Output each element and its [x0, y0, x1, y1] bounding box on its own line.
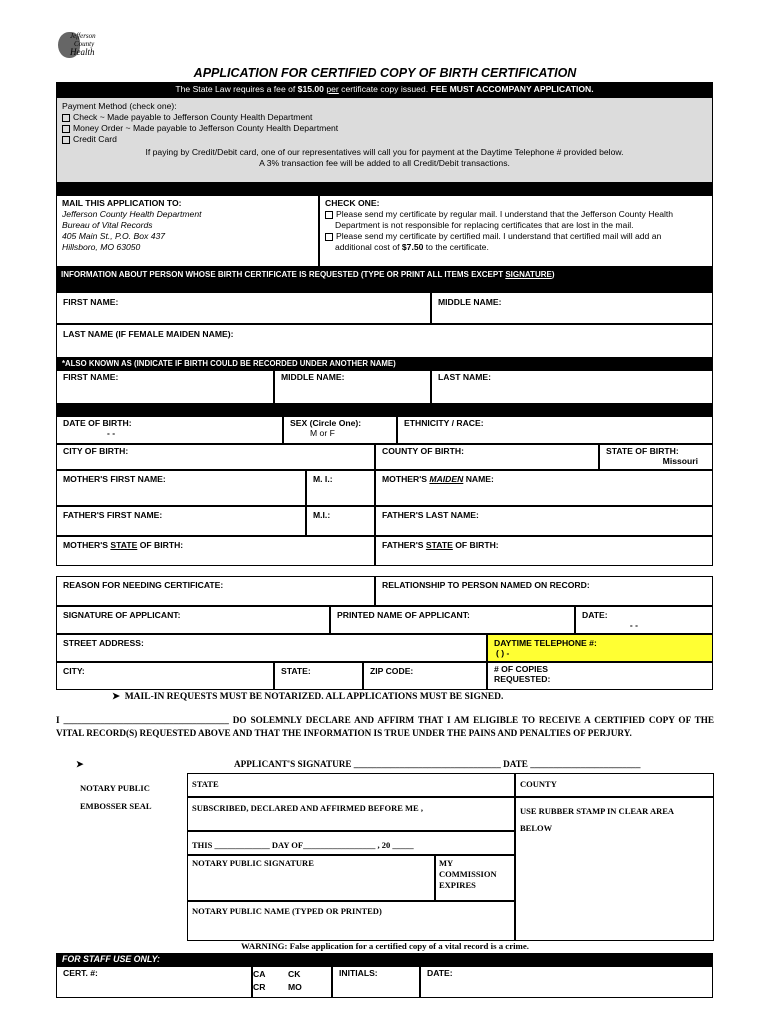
- code-ca[interactable]: CA: [253, 969, 266, 979]
- staff-date-field[interactable]: [420, 966, 713, 998]
- arrow-icon: ➤: [112, 692, 120, 702]
- mother-maiden-name-field[interactable]: [375, 470, 713, 506]
- stamp-instruction-2: BELOW: [520, 823, 553, 833]
- copies-label-2: REQUESTED:: [494, 674, 551, 684]
- city-field[interactable]: [56, 662, 274, 690]
- commission-my: MY: [439, 858, 454, 868]
- sex-label: SEX (Circle One):: [290, 418, 362, 428]
- notary-subscribed-label: SUBSCRIBED, DECLARED AND AFFIRMED BEFORE ME ,: [192, 803, 423, 813]
- arrow-icon-2: ➤: [76, 759, 84, 769]
- dob-field[interactable]: [56, 416, 283, 444]
- affirmation-text: I ____________________________________ DO SOLEMNLY DECLARE AND AFFIRM THAT I AM ELIGIBLE TO RECEIVE A CERTIFIED COPY OF THE VITAL RECORD(S) REQUESTED ABOVE AND THAT THE INFORMATION IS TRUE UNDER THE PAINS AND PENALTIES OF PERJURY.: [56, 715, 714, 738]
- printed-name-field[interactable]: [330, 606, 575, 634]
- notary-section: [56, 773, 714, 941]
- mother-mi-field[interactable]: [306, 470, 375, 506]
- father-mi-label: M.I.:: [313, 510, 331, 520]
- checkbox-certified-mail[interactable]: [325, 233, 333, 241]
- mother-first-name-field[interactable]: [56, 470, 306, 506]
- notary-name-cell[interactable]: [187, 901, 515, 941]
- mail-heading: MAIL THIS APPLICATION TO:: [62, 198, 182, 208]
- aka-first-label: FIRST NAME:: [63, 372, 119, 382]
- mail-line-1: Jefferson County Health Department: [62, 209, 202, 219]
- copies-field[interactable]: [487, 662, 713, 690]
- phone-label: DAYTIME TELEPHONE #:: [494, 638, 597, 648]
- info-bar-signature: SIGNATURE: [505, 270, 552, 279]
- fee-per: per: [326, 84, 339, 94]
- logo-line-3: Health: [70, 47, 95, 57]
- payment-opt-money-order: Money Order ~ Made payable to Jefferson County Health Department: [73, 123, 339, 133]
- last-name-field[interactable]: [56, 324, 713, 358]
- aka-last-name-field[interactable]: [431, 370, 713, 404]
- fee-text: The State Law requires a fee of: [175, 84, 298, 94]
- father-last-name-field[interactable]: [375, 506, 713, 536]
- payment-opt-check: Check ~ Made payable to Jefferson County Health Department: [73, 112, 313, 122]
- mother-state-u: STATE: [110, 540, 138, 550]
- aka-bar: [56, 358, 713, 370]
- aka-middle-name-field[interactable]: [274, 370, 431, 404]
- notary-date-label: THIS _____________ DAY OF_________________ , 20 _____: [192, 840, 414, 850]
- payment-note-2: A 3% transaction fee will be added to all Credit/Debit transactions.: [259, 158, 510, 168]
- sex-field[interactable]: [283, 416, 397, 444]
- code-mo[interactable]: MO: [288, 982, 302, 992]
- applicant-signature-line: [76, 759, 716, 770]
- zip-code-field[interactable]: [363, 662, 487, 690]
- code-ck[interactable]: CK: [288, 969, 301, 979]
- father-first-label: FATHER'S FIRST NAME:: [63, 510, 163, 520]
- state-of-birth-value: Missouri: [662, 456, 698, 466]
- city-of-birth-field[interactable]: [56, 444, 375, 470]
- city-of-birth-label: CITY OF BIRTH:: [63, 446, 129, 456]
- mother-state-pre: MOTHER'S: [63, 540, 111, 550]
- fee-amount: $15.00: [297, 84, 324, 94]
- logo-line-2: County: [74, 40, 95, 48]
- page-title: APPLICATION FOR CERTIFIED COPY OF BIRTH CERTIFICATION: [193, 66, 577, 80]
- initials-label: INITIALS:: [339, 968, 378, 978]
- notary-date-cell[interactable]: [187, 831, 515, 855]
- street-address-field[interactable]: [56, 634, 487, 662]
- mother-maiden-u: MAIDEN: [429, 474, 464, 484]
- cert-number-label: CERT. #:: [63, 968, 98, 978]
- notary-seal-2: EMBOSSER SEAL: [80, 801, 152, 811]
- mother-state-post: OF BIRTH:: [137, 540, 184, 550]
- staff-use-bar: [56, 953, 713, 966]
- regular-mail-text: Please send my certificate by regular mail. I understand that the Jefferson County Health: [336, 209, 674, 219]
- divider-bar: [56, 183, 713, 195]
- city-label: CITY:: [63, 666, 85, 676]
- aka-last-label: LAST NAME:: [438, 372, 491, 382]
- daytime-phone-field[interactable]: [487, 634, 713, 662]
- father-mi-field[interactable]: [306, 506, 375, 536]
- father-state-of-birth-field[interactable]: [375, 536, 713, 566]
- notary-name-label: NOTARY PUBLIC NAME (TYPED OR PRINTED): [192, 906, 382, 916]
- notary-state-label: STATE: [192, 779, 219, 789]
- payment-heading: Payment Method (check one):: [62, 101, 177, 111]
- mail-line-3: 405 Main St., P.O. Box 437: [62, 231, 166, 241]
- applicant-signature-field[interactable]: [56, 606, 330, 634]
- relationship-label: RELATIONSHIP TO PERSON NAMED ON RECORD:: [382, 580, 590, 590]
- ethnicity-label: ETHNICITY / RACE:: [404, 418, 484, 428]
- street-label: STREET ADDRESS:: [63, 638, 144, 648]
- commission-expires: EXPIRES: [439, 880, 476, 890]
- aka-first-name-field[interactable]: [56, 370, 274, 404]
- certified-cost: $7.50: [401, 242, 424, 252]
- certified-cost-pre: additional cost of: [335, 242, 402, 252]
- mail-to-section: [56, 195, 319, 267]
- date-field[interactable]: [575, 606, 713, 634]
- phone-format: ( ) -: [496, 648, 510, 658]
- mother-first-label: MOTHER'S FIRST NAME:: [63, 474, 166, 484]
- checkbox-regular-mail[interactable]: [325, 211, 333, 219]
- fee-bar: [56, 82, 713, 97]
- sex-options: M or F: [310, 428, 335, 438]
- dob-separators: - -: [107, 428, 116, 438]
- state-of-birth-field: [599, 444, 713, 470]
- staff-codes-cell: [252, 966, 332, 998]
- check-one-section: [319, 195, 713, 267]
- certified-cost-post: to the certificate.: [423, 242, 489, 252]
- first-name-label: FIRST NAME:: [63, 297, 119, 307]
- date-separators: - -: [629, 620, 638, 630]
- notary-subscribed-cell: [187, 797, 515, 831]
- code-cr[interactable]: CR: [253, 982, 266, 992]
- state-field[interactable]: [274, 662, 363, 690]
- staff-date-label: DATE:: [427, 968, 453, 978]
- state-label: STATE:: [281, 666, 311, 676]
- divider-bar-2: [56, 404, 713, 416]
- middle-name-field[interactable]: [431, 292, 713, 324]
- notice-text: MAIL-IN REQUESTS MUST BE NOTARIZED. ALL APPLICATIONS MUST BE SIGNED.: [124, 692, 504, 702]
- middle-name-label: MIDDLE NAME:: [438, 297, 502, 307]
- check-heading: CHECK ONE:: [325, 198, 380, 208]
- notary-seal-1: NOTARY PUBLIC: [80, 783, 150, 793]
- checkbox-credit-card[interactable]: [62, 136, 70, 144]
- copies-label-1: # OF COPIES: [494, 664, 548, 674]
- info-bar-close: ): [551, 270, 555, 279]
- mother-maiden-post: NAME:: [463, 474, 494, 484]
- applicant-signature-label: SIGNATURE OF APPLICANT:: [63, 610, 181, 620]
- aka-middle-label: MIDDLE NAME:: [281, 372, 345, 382]
- payment-section: [56, 97, 713, 183]
- staff-use-label: FOR STAFF USE ONLY:: [62, 954, 160, 964]
- commission-label: COMMISSION: [439, 869, 497, 879]
- last-name-label: LAST NAME (IF FEMALE MAIDEN NAME):: [63, 329, 234, 339]
- reason-field[interactable]: [56, 576, 375, 606]
- mail-line-2: Bureau of Vital Records: [62, 220, 153, 230]
- initials-field[interactable]: [332, 966, 420, 998]
- cert-number-field[interactable]: [56, 966, 252, 998]
- mail-line-4: Hillsboro, MO 63050: [62, 242, 141, 252]
- notary-county-cell[interactable]: [515, 773, 714, 797]
- notary-county-label: COUNTY: [520, 779, 557, 789]
- father-state-post: OF BIRTH:: [452, 540, 499, 550]
- notarize-notice: [112, 691, 503, 702]
- reason-label: REASON FOR NEEDING CERTIFICATE:: [63, 580, 224, 590]
- mother-mi-label: M. I.:: [313, 474, 333, 484]
- regular-mail-text-2: Department is not responsible for replacing certificates that are lost in the mail.: [335, 220, 634, 230]
- notary-seal-area: [56, 773, 187, 941]
- dob-label: DATE OF BIRTH:: [63, 418, 132, 428]
- info-bar: [56, 267, 713, 292]
- date-label: DATE:: [582, 610, 608, 620]
- checkbox-check[interactable]: [62, 114, 70, 122]
- mother-maiden-pre: MOTHER'S: [382, 474, 430, 484]
- notary-commission-cell[interactable]: [435, 855, 515, 901]
- notary-state-cell[interactable]: [187, 773, 515, 797]
- printed-name-label: PRINTED NAME OF APPLICANT:: [337, 610, 470, 620]
- relationship-field[interactable]: [375, 576, 713, 606]
- county-health-logo: [58, 30, 104, 68]
- applicant-signature-line-text: APPLICANT'S SIGNATURE ________________________________ DATE ________________________: [234, 759, 641, 769]
- logo-line-1: Jefferson: [70, 32, 96, 40]
- fee-must: FEE MUST ACCOMPANY APPLICATION.: [430, 84, 594, 94]
- notary-signature-cell[interactable]: [187, 855, 435, 901]
- payment-note-1: If paying by Credit/Debit card, one of our representatives will call you for payment at the Daytime Telephone # provided below.: [145, 147, 624, 157]
- father-state-pre: FATHER'S: [382, 540, 426, 550]
- first-name-field[interactable]: [56, 292, 431, 324]
- notary-stamp-area: [515, 797, 714, 941]
- checkbox-money-order[interactable]: [62, 125, 70, 133]
- info-bar-text: INFORMATION ABOUT PERSON WHOSE BIRTH CERTIFICATE IS REQUESTED (TYPE OR PRINT ALL ITEMS EXCEPT: [61, 270, 506, 279]
- stamp-instruction-1: USE RUBBER STAMP IN CLEAR AREA: [520, 806, 675, 816]
- payment-opt-credit-card: Credit Card: [73, 134, 117, 144]
- state-of-birth-label: STATE OF BIRTH:: [606, 446, 679, 456]
- warning-text: WARNING: False application for a certified copy of a vital record is a crime.: [241, 941, 529, 951]
- notary-signature-label: NOTARY PUBLIC SIGNATURE: [192, 858, 314, 868]
- father-last-label: FATHER'S LAST NAME:: [382, 510, 479, 520]
- county-of-birth-field[interactable]: [375, 444, 599, 470]
- zip-label: ZIP CODE:: [370, 666, 414, 676]
- father-first-name-field[interactable]: [56, 506, 306, 536]
- father-state-u: STATE: [425, 540, 453, 550]
- county-of-birth-label: COUNTY OF BIRTH:: [382, 446, 464, 456]
- ethnicity-field[interactable]: [397, 416, 713, 444]
- aka-label: *ALSO KNOWN AS (INDICATE IF BIRTH COULD BE RECORDED UNDER ANOTHER NAME): [62, 359, 396, 368]
- mother-state-of-birth-field[interactable]: [56, 536, 375, 566]
- certified-mail-text: Please send my certificate by certified mail. I understand that certified mail will add an: [336, 231, 662, 241]
- fee-post: certificate copy issued.: [338, 84, 429, 94]
